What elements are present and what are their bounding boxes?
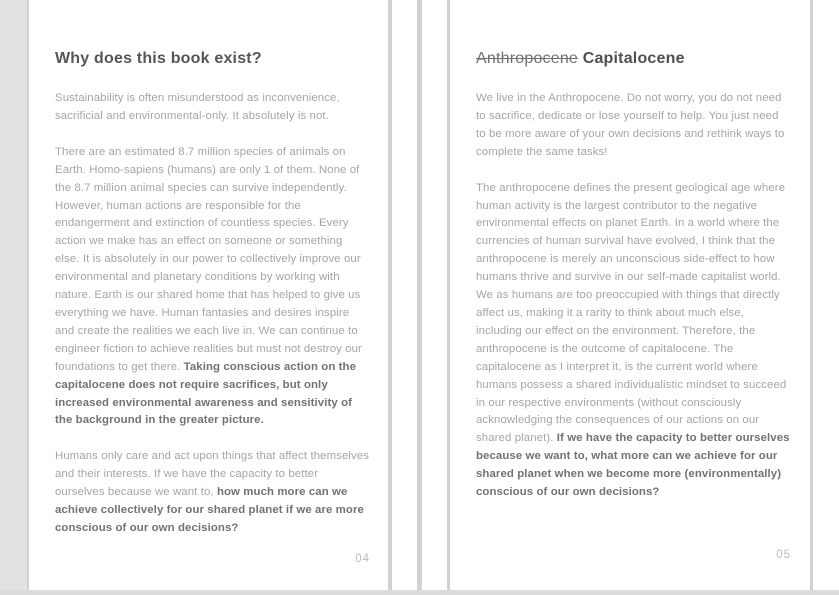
left-paragraph-2	[55, 144, 370, 431]
right-page-title	[476, 50, 791, 68]
left-paragraph-3	[55, 448, 370, 538]
left-page	[55, 50, 370, 556]
paragraph-text: We live in the Anthropocene. Do not worry, you do not need to sacrifice, dedicate or lose yourself to help. You just need to be more aware of your own decisions and rethink ways to complete the same tasks!	[476, 92, 785, 158]
page-edge-line-left-inner	[388, 0, 392, 590]
left-paragraph-1	[55, 90, 370, 126]
background-bottom-strip	[0, 590, 839, 595]
page-edge-line-gutter-center	[417, 0, 422, 590]
page-edge-line-left-outer	[27, 0, 29, 590]
paragraph-text: There are an estimated 8.7 million species of animals on Earth. Homo-sapiens (humans) are only 1 of them. None of the 8.7 million animal species can survive independently. However, human actions are responsible for the endangerment and extinction of countless species. Every action we make has an effect on someone or something else. It is absolutely in our power to collectively improve our environmental and planetary conditions by working with nature. Earth is our shared home that has helped to give us everything we have. Human fantasies and desires inspire and create the realities we each live in. We can continue to engineer fiction to achieve realities but must not destroy our foundations to get there.	[55, 145, 362, 373]
bold-emphasis: Taking conscious action on the capitalocene does not require sacrifices, but only increased environmental awareness and sensitivity of the background in the greater picture.	[55, 360, 357, 427]
paragraph-text: The anthropocene defines the present geological age where human activity is the largest contributor to the negative environmental effects on planet Earth. In a world where the currencies of human survival have evolved, I think that the anthropocene is merely an unconscious side-effect to how humans thrive and survive in our self-made capitalist world. We as humans are too preoccupied with things that directly affect us, making it a rarity to think about much else, including our effect on the environment. Therefore, the anthropocene is the outcome of capitalocene. The capitalocene as I interpret it, is the current world where humans possess a shared individualistic mindset to succeed in our respective environments (without consciously acknowledging the consequences of our actions on our shared planet).	[476, 181, 787, 445]
page-edge-line-right-outer	[810, 0, 813, 590]
left-page-number: 04	[355, 553, 370, 565]
right-paragraph-1	[476, 90, 791, 162]
right-page	[476, 50, 791, 520]
right-page-number: 05	[776, 549, 791, 561]
right-paragraph-2	[476, 180, 791, 502]
title-word: Capitalocene	[582, 50, 685, 67]
paragraph-text: Sustainability is often misunderstood as inconvenience, sacrificial and environmental-only. It absolutely is not.	[55, 92, 340, 122]
bold-emphasis: If we have the capacity to better ourselves because we want to, what more can we achieve for our shared planet when we become more (environmentally) conscious of our own decisions?	[476, 432, 790, 499]
bold-emphasis: how much more can we achieve collectively for our shared planet if we are more conscious of our own decisions?	[55, 486, 364, 534]
left-page-title: Why does this book exist?	[55, 50, 262, 67]
page-edge-line-right-inner	[447, 0, 450, 590]
strikethrough-title-word: Anthropocene	[476, 50, 579, 67]
paragraph-text: Humans only care and act upon things that affect themselves and their interests. If we have the capacity to better ourselves because we want to,	[55, 450, 370, 499]
background-left-strip	[0, 0, 27, 595]
